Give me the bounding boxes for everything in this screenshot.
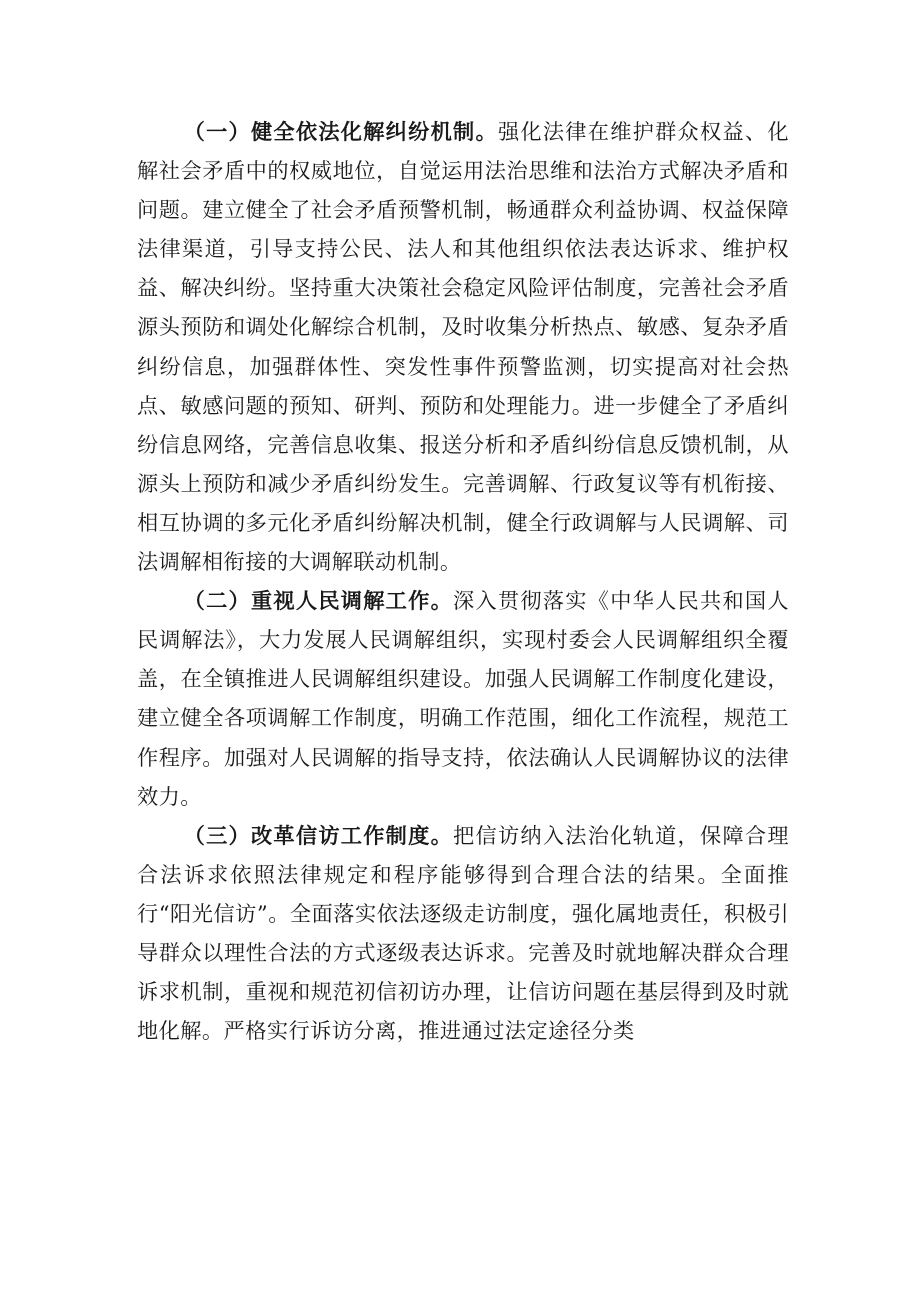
- paragraph-body: 把信访纳入法治化轨道，保障合理合法诉求依照法律规定和程序能够得到合理合法的结果。全面推行“阳光信访”。全面落实依法逐级走访制度，强化属地责任，积极引导群众以理性合法的方式逐级表达诉求。完善及时就地解决群众合理诉求机制，重视和规范初信初访办理，让信访问题在基层得到及时就地化解。严格实行诉访分离，推进通过法定途径分类: [137, 822, 789, 1044]
- paragraph-heading: （三）改革信访工作制度。: [183, 822, 454, 848]
- document-page: [137, 112, 789, 1050]
- paragraph-dispute-mechanism: [137, 112, 789, 581]
- paragraph-people-mediation: [137, 581, 789, 816]
- paragraph-heading: （二）重视人民调解工作。: [183, 588, 454, 614]
- paragraph-petition-reform: [137, 816, 789, 1051]
- paragraph-heading: （一）健全依法化解纠纷机制。: [183, 119, 498, 144]
- paragraph-body: 深入贯彻落实《中华人民共和国人民调解法》，大力发展人民调解组织，实现村委会人民调解组织全覆盖，在全镇推进人民调解组织建设。加强人民调解工作制度化建设，建立健全各项调解工作制度，明确工作范围，细化工作流程，规范工作程序。加强对人民调解的指导支持，依法确认人民调解协议的法律效力。: [137, 588, 789, 809]
- paragraph-body: 强化法律在维护群众权益、化解社会矛盾中的权威地位，自觉运用法治思维和法治方式解决矛盾和问题。建立健全了社会矛盾预警机制，畅通群众利益协调、权益保障法律渠道，引导支持公民、法人和其他组织依法表达诉求、维护权益、解决纠纷。坚持重大决策社会稳定风险评估制度，完善社会矛盾源头预防和调处化解综合机制，及时收集分析热点、敏感、复杂矛盾纠纷信息，加强群体性、突发性事件预警监测，切实提高对社会热点、敏感问题的预知、研判、预防和处理能力。进一步健全了矛盾纠纷信息网络，完善信息收集、报送分析和矛盾纠纷信息反馈机制，从源头上预防和减少矛盾纠纷发生。完善调解、行政复议等有机衔接、相互协调的多元化矛盾纠纷解决机制，健全行政调解与人民调解、司法调解相衔接的大调解联动机制。: [137, 119, 789, 575]
